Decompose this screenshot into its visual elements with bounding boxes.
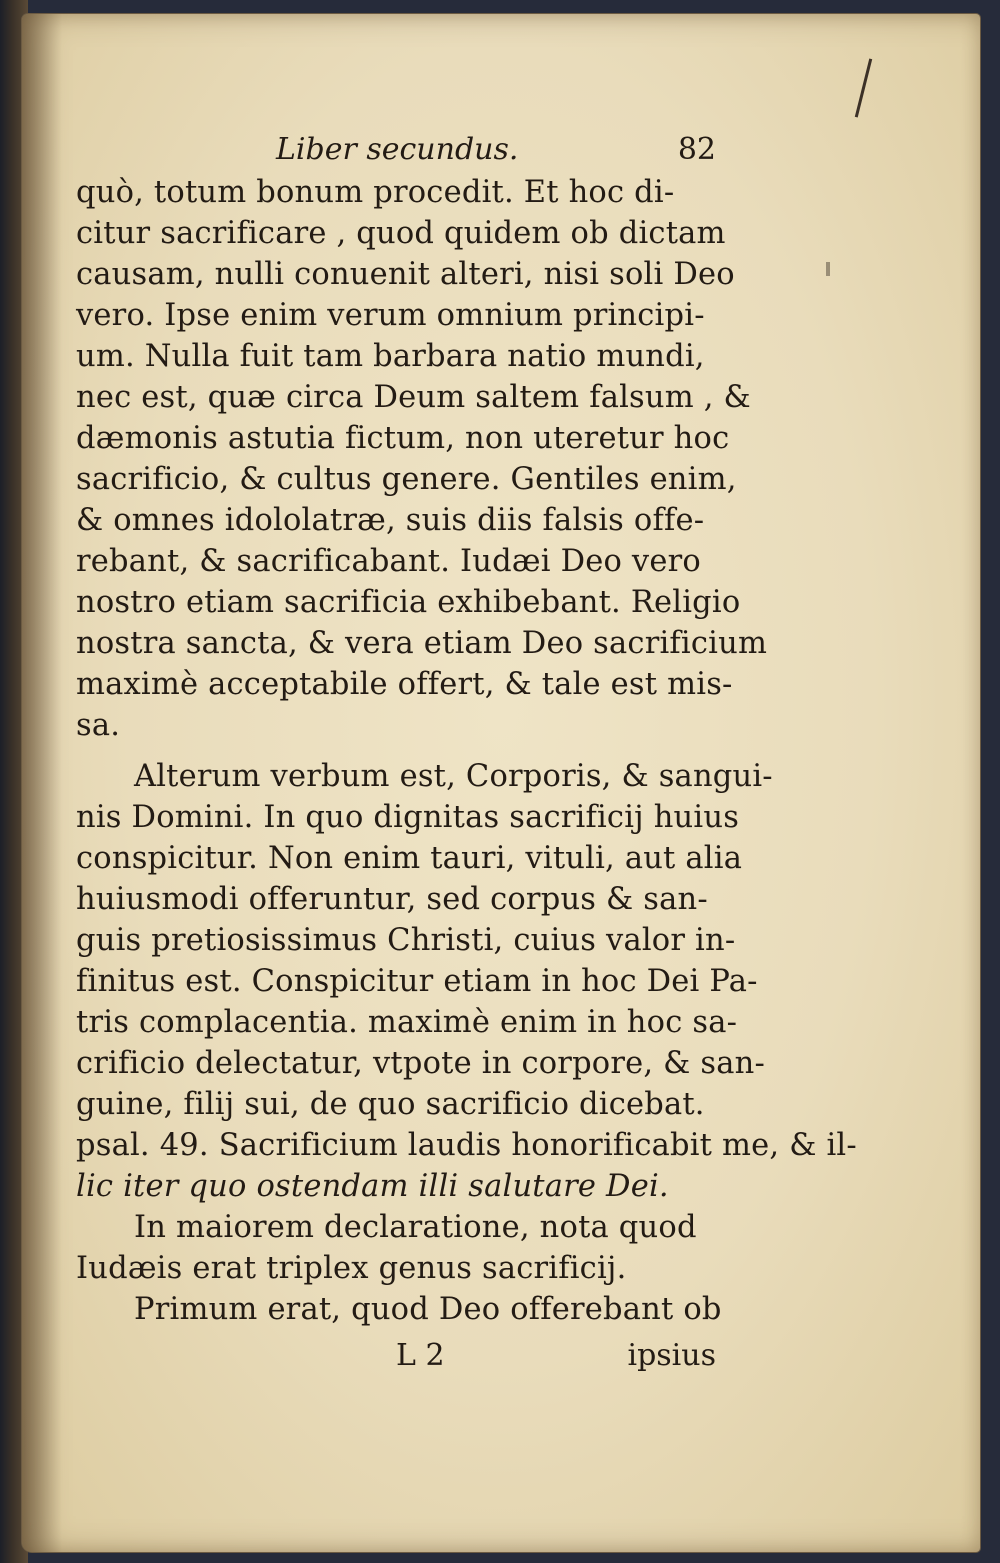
paragraph-first-line: In maiorem declaratione, nota quod bbox=[134, 1210, 697, 1245]
text-line: finitus est. Conspicitur etiam in hoc Dei Pa- bbox=[76, 964, 758, 999]
text-line: causam, nulli conuenit alteri, nisi soli Deo bbox=[76, 257, 735, 292]
text-line: nis Domini. In quo dignitas sacrificij huius bbox=[76, 800, 740, 835]
signature-mark: L 2 bbox=[396, 1338, 445, 1373]
text-line: conspicitur. Non enim tauri, vituli, aut alia bbox=[76, 841, 743, 876]
text-line: nostra sancta, & vera etiam Deo sacrificium bbox=[76, 626, 768, 661]
catchword: ipsius bbox=[627, 1338, 716, 1373]
text-line: psal. 49. Sacrificium laudis honorificabit me, & il- bbox=[76, 1128, 857, 1163]
page-gutter-shadow bbox=[22, 14, 62, 1552]
folio-number: 82 bbox=[677, 132, 716, 167]
text-line: nostro etiam sacrificia exhibebant. Religio bbox=[76, 585, 741, 620]
text-line: quò, totum bonum procedit. Et hoc di- bbox=[76, 175, 675, 210]
text-line: crificio delectatur, vtpote in corpore, & san- bbox=[76, 1046, 766, 1081]
text-line: tris complacentia. maximè enim in hoc sa- bbox=[76, 1005, 738, 1040]
text-line: um. Nulla fuit tam barbara natio mundi, bbox=[76, 339, 705, 374]
text-line: maximè acceptabile offert, & tale est mis- bbox=[76, 667, 733, 702]
ink-speck bbox=[826, 262, 830, 276]
text-line: citur sacrificare , quod quidem ob dictam bbox=[76, 216, 726, 251]
page-footer bbox=[76, 1334, 716, 1378]
text-line: guis pretiosissimus Christi, cuius valor in- bbox=[76, 923, 736, 958]
text-line: guine, filij sui, de quo sacrificio dicebat. bbox=[76, 1087, 705, 1122]
page-text bbox=[76, 120, 857, 1378]
paragraph-first-line: Primum erat, quod Deo offerebant ob bbox=[134, 1292, 722, 1327]
text-line: sa. bbox=[76, 708, 121, 743]
text-line: huiusmodi offeruntur, sed corpus & san- bbox=[76, 882, 708, 917]
page-header bbox=[76, 120, 716, 172]
text-line: rebant, & sacrificabant. Iudæi Deo vero bbox=[76, 544, 701, 579]
text-line: nec est, quæ circa Deum saltem falsum , & bbox=[76, 380, 751, 415]
running-title: Liber secundus. bbox=[276, 132, 519, 167]
text-line: dæmonis astutia fictum, non uteretur hoc bbox=[76, 421, 730, 456]
text-line: lic iter quo ostendam illi salutare Dei. bbox=[76, 1169, 669, 1204]
text-line: sacrificio, & cultus genere. Gentiles enim, bbox=[76, 462, 737, 497]
text-line: Iudæis erat triplex genus sacrificij. bbox=[76, 1251, 627, 1286]
text-line: & omnes idololatræ, suis diis falsis offe- bbox=[76, 503, 705, 538]
text-line: vero. Ipse enim verum omnium principi- bbox=[76, 298, 705, 333]
paragraph-first-line: Alterum verbum est, Corporis, & sangui- bbox=[134, 759, 773, 794]
